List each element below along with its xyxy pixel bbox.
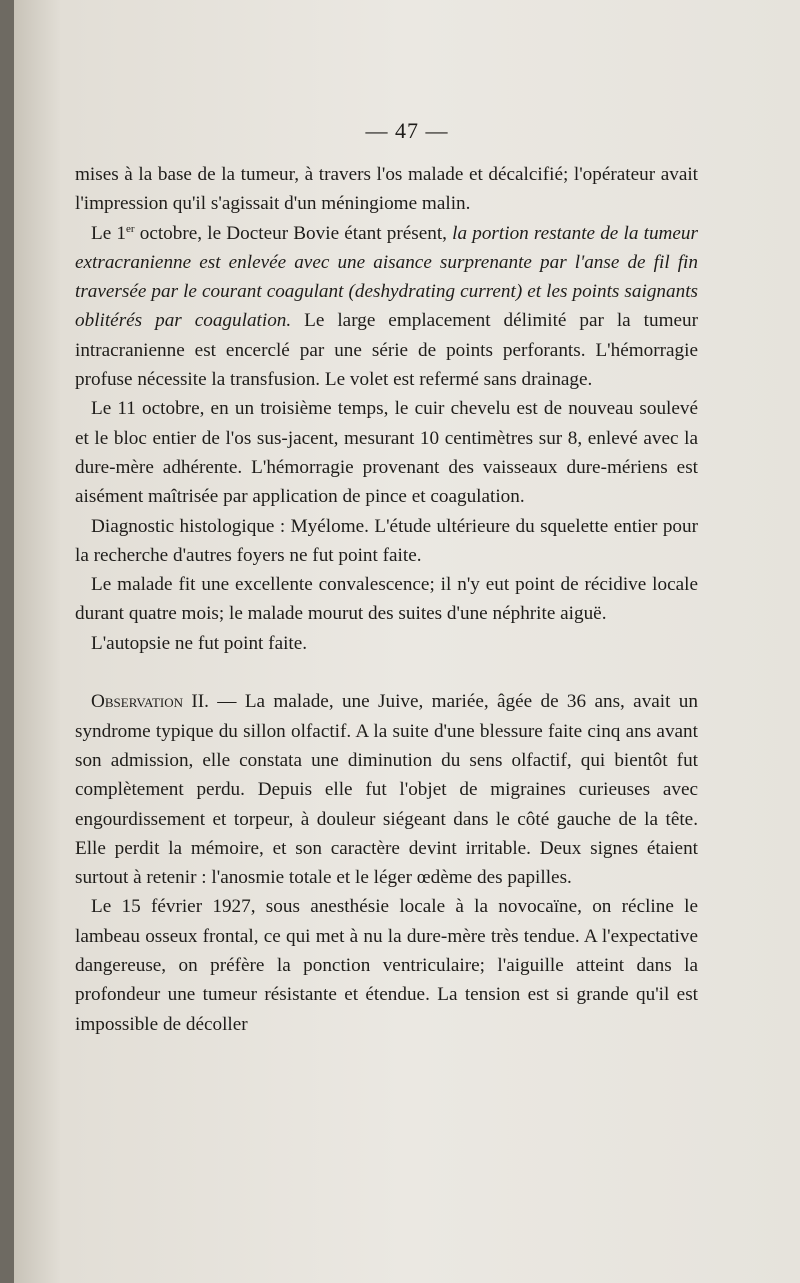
page-number: — 47 — [365, 118, 449, 143]
paragraph-text: Le large emplacement délimité par la tumeur intracranienne est encerclé par une série de points perforants. L'hémorragie profuse nécessite la transfusion. Le volet est refermé sans drainage. [75, 310, 698, 391]
paragraph-text: II. — La malade, une Juive, mariée, âgée de 36 ans, avait un syndrome typique du sillon olfactif. A la suite d'une blessure faite cinq ans avant son admission, elle constata une diminution du sens olfactif, qui bientôt fut complètement perdu. Depuis elle fut l'objet de migraines curieuses avec engourdissement et torpeur, à douleur siégeant dans le côté gauche de la tête. Elle perdit la mémoire, et son caractère devint irritable. Deux signes étaient surtout à retenir : l'anosmie totale et le léger œdème des papilles. [75, 691, 698, 889]
paragraph-convalescence [75, 570, 698, 629]
body-text [75, 160, 698, 1039]
paragraph-text: Le malade fit une excellente convalescence; il n'y eut point de récidive locale durant quatre mois; le malade mourut des suites d'une néphrite aiguë. [75, 574, 698, 625]
book-page [14, 0, 800, 1283]
paragraph-observation-2 [75, 687, 698, 892]
paragraph-continuation [75, 160, 698, 219]
paragraph-text: Diagnostic histologique : Myélome. L'étude ultérieure du squelette entier pour la recherche d'autres foyers ne fut point faite. [75, 515, 698, 566]
paragraph-text: Le 15 février 1927, sous anesthésie locale à la novocaïne, on récline le lambeau osseux frontal, ce qui met à nu la dure-mère très tendue. A l'expectative dangereuse, on préfère la ponction ventriculaire; l'aiguille atteint dans la profondeur une tumeur résistante et étendue. La tension est si grande qu'il est impossible de décoller [75, 896, 698, 1035]
observation-label: Observation [91, 691, 184, 713]
paragraph-text: L'autopsie ne fut point faite. [91, 632, 308, 654]
italic-passage: la portion restante de la tumeur extracranienne est enlevée avec une aisance surprenante par l'anse de fil fin traversée par le courant coagulant (deshydrating current) et les points saignants oblitérés par coagulation. [75, 222, 698, 332]
paragraph-october-1 [75, 219, 698, 395]
paragraph-text: Le 11 octobre, en un troisième temps, le cuir chevelu est de nouveau soulevé et le bloc entier de l'os sus-jacent, mesurant 10 centimètres sur 8, enlevé avec la dure-mère adhérente. L'hémorragie provenant des vaisseaux dure-mériens est aisément maîtrisée par application de pince et coagulation. [75, 398, 698, 508]
paragraph-october-11 [75, 394, 698, 511]
paragraph-text: mises à la base de la tumeur, à travers l'os malade et décalcifié; l'opérateur avait l'impression qu'il s'agissait d'un méningiome malin. [75, 164, 698, 215]
ordinal-superscript: er [126, 222, 135, 235]
section-gap [75, 658, 698, 687]
paragraph-text: octobre, le Docteur Bovie étant présent, [134, 222, 453, 244]
paragraph-diagnosis [75, 512, 698, 571]
paragraph-autopsy [75, 629, 698, 658]
date-text: Le 1 [91, 222, 127, 244]
paragraph-february-15 [75, 892, 698, 1038]
